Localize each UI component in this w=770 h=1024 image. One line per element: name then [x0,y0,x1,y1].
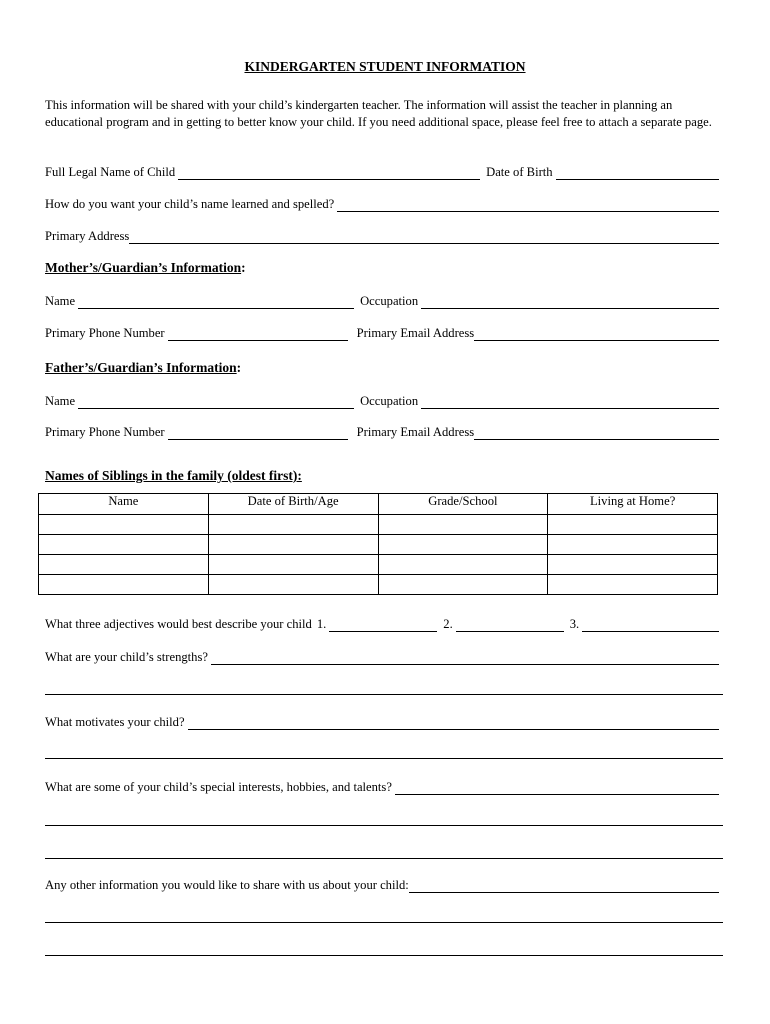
father-name-field[interactable] [78,395,354,409]
child-name-row [45,162,725,180]
adjective-2-field[interactable] [456,618,564,632]
dob-field[interactable] [556,166,719,180]
sibling-cell[interactable] [208,535,378,555]
siblings-table [38,493,718,595]
adjective-1-label: 1. [316,617,327,631]
sibling-cell[interactable] [208,555,378,575]
mother-name-label: Name [45,294,76,308]
sibling-cell[interactable] [548,555,718,575]
mother-email-label: Primary Email Address [356,326,475,340]
mother-email-field[interactable] [474,327,719,341]
sibling-cell[interactable] [548,515,718,535]
sibling-cell[interactable] [548,535,718,555]
table-row [39,555,718,575]
mother-contact-row [45,323,725,341]
sibling-cell[interactable] [208,515,378,535]
address-field[interactable] [129,230,719,244]
mother-heading-colon: : [241,260,246,275]
table-row [39,535,718,555]
siblings-header-row [39,494,718,515]
name-spelled-field[interactable] [337,198,719,212]
sibling-cell[interactable] [548,575,718,595]
dob-label: Date of Birth [486,165,553,179]
mother-heading-text: Mother’s/Guardian’s Information [45,260,242,275]
child-name-field[interactable] [178,166,480,180]
interests-label: What are some of your child’s special interests, hobbies, and talents? [45,780,392,794]
other-info-row [45,875,725,893]
father-occupation-label: Occupation [360,394,419,408]
mother-heading [45,260,246,276]
adjective-2-label: 2. [443,617,453,631]
mother-phone-field[interactable] [168,327,348,341]
name-spelled-row [45,194,725,212]
sibling-cell[interactable] [39,535,209,555]
strengths-label: What are your child’s strengths? [45,650,208,664]
father-heading-colon: : [236,360,242,375]
col-name-header: Name [39,494,209,515]
father-occupation-field[interactable] [421,395,719,409]
child-name-label: Full Legal Name of Child [45,165,176,179]
address-row [45,226,725,244]
father-phone-field[interactable] [168,426,348,440]
interests-field[interactable] [395,781,719,795]
mother-name-row [45,291,725,309]
form-title: KINDERGARTEN STUDENT INFORMATION [244,59,526,74]
mother-occupation-label: Occupation [360,294,419,308]
col-dob-header: Date of Birth/Age [208,494,378,515]
father-name-row [45,391,725,409]
sibling-cell[interactable] [378,575,548,595]
motivates-extra-line[interactable] [45,758,723,759]
adjectives-label: What three adjectives would best describe your child [45,617,312,631]
table-row [39,515,718,535]
sibling-cell[interactable] [39,575,209,595]
other-info-extra-line-2[interactable] [45,955,723,956]
sibling-cell[interactable] [39,515,209,535]
siblings-heading-text: Names of Siblings in the family (oldest first): [45,468,302,483]
address-label: Primary Address [45,229,130,243]
sibling-cell[interactable] [378,515,548,535]
adjective-3-label: 3. [569,617,580,631]
intro-paragraph: This information will be shared with your child’s kindergarten teacher. The information will assist the teacher in planning an educational program and in getting to better know your child. If you need additional space, please feel free to attach a separate page. [45,98,712,129]
siblings-heading [45,468,302,484]
table-row [39,575,718,595]
col-grade-header: Grade/School [378,494,548,515]
interests-row [45,777,725,795]
strengths-field[interactable] [211,651,719,665]
motivates-label: What motivates your child? [45,715,185,729]
strengths-extra-line[interactable] [45,694,723,695]
other-info-extra-line-1[interactable] [45,922,723,923]
father-name-label: Name [45,394,76,408]
mother-occupation-field[interactable] [421,295,719,309]
sibling-cell[interactable] [378,555,548,575]
sibling-cell[interactable] [208,575,378,595]
father-email-label: Primary Email Address [356,425,475,439]
name-spelled-label: How do you want your child’s name learned and spelled? [45,197,335,211]
motivates-row [45,712,725,730]
other-info-label: Any other information you would like to share with us about your child: [45,878,409,892]
mother-phone-label: Primary Phone Number [45,326,165,340]
motivates-field[interactable] [188,716,719,730]
adjective-1-field[interactable] [329,618,437,632]
interests-extra-line-1[interactable] [45,825,723,826]
col-living-header: Living at Home? [548,494,718,515]
father-heading [45,360,241,376]
father-contact-row [45,422,725,440]
adjective-3-field[interactable] [582,618,719,632]
father-email-field[interactable] [474,426,719,440]
father-phone-label: Primary Phone Number [45,425,165,439]
interests-extra-line-2[interactable] [45,858,723,859]
sibling-cell[interactable] [378,535,548,555]
mother-name-field[interactable] [78,295,354,309]
other-info-field[interactable] [409,879,719,893]
sibling-cell[interactable] [39,555,209,575]
father-heading-text: Father’s/Guardian’s Information [45,360,237,375]
strengths-row [45,647,725,665]
adjectives-row [45,614,725,632]
